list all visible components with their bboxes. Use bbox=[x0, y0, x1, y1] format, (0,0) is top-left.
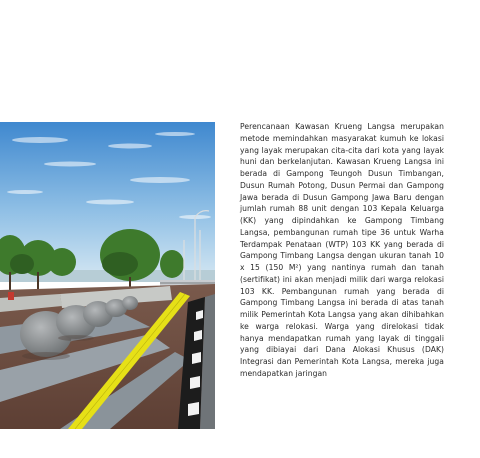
waterfront-park-rendering bbox=[0, 122, 215, 429]
rendering-image bbox=[0, 122, 215, 429]
body-paragraph: Perencanaan Kawasan Krueng Langsa merupakan metode memindahkan masyarakat kumuh ke lokasi yang layak merupakan cita-cita dari kota yang layak huni dan berkelanjutan. Kawasan Krueng Langsa ini berada di Gampong Teungoh Dusun Timbangan, Dusun Rumah Potong, Dusun Permai dan Gampong Jawa berada di Dusun Gampong Jawa Baru dengan jumlah rumah 88 unit dengan 103 Kepala Keluarga (KK) yang dipindahkan ke Gampong Timbang Langsa, pembangunan rumah tipe 36 untuk Warha Terdampak Penataan (WTP) 103 KK yang berada di Gampong Timbang Langsa dengan ukuran tanah 10 x 15 (150 M²) yang nantinya rumah dan tanah (sertifikat) ini akan menjadi milik dari warga relokasi 103 KK. Pembangunan rumah yang berada di Gampong Timbang Langsa ini berada di atas tanah milik Pemerintah Kota Langsa yang akan dihibahkan ke warga relokasi. Warga yang direlokasi tidak hanya mendapatkan rumah yang layak di tinggali yang dibiayai dari Dana Alokasi Khusus (DAK) Integrasi dan Pemerintah Kota Langsa, mereka juga mendapatkan jaringan bbox=[240, 122, 444, 378]
